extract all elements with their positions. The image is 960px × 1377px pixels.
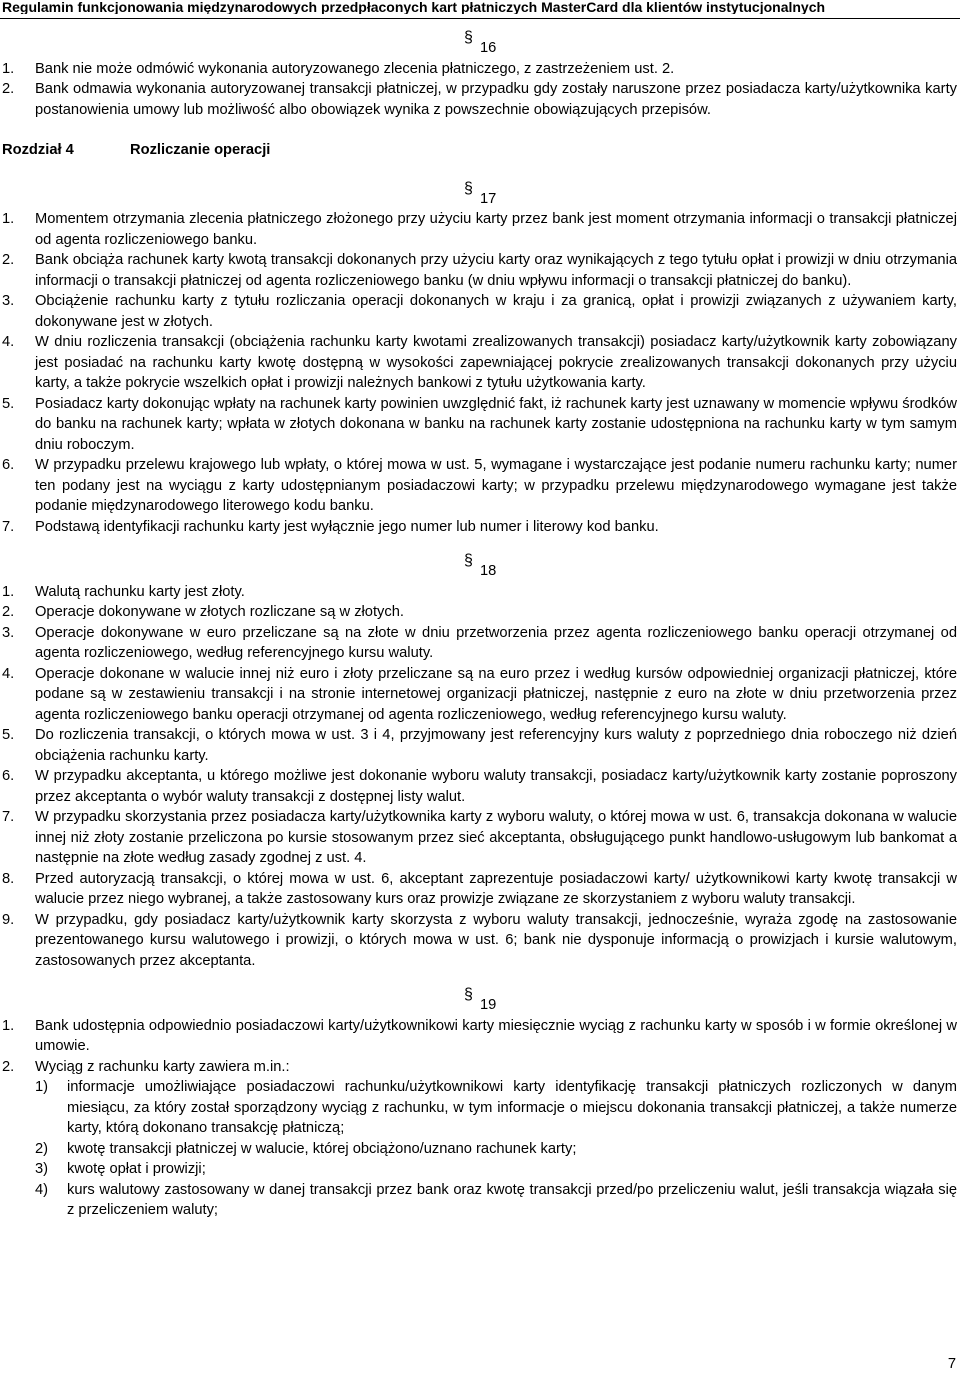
section-number: 18: [480, 563, 497, 579]
document-header: Regulamin funkcjonowania międzynarodowych przedpłaconych kart płatniczych MasterCard dla klientów instytucjonalnych: [2, 0, 826, 14]
section-symbol: §: [464, 986, 473, 1003]
section-number: 16: [480, 40, 497, 56]
section-symbol: §: [464, 179, 473, 197]
list-item: 3. Obciążenie rachunku karty z tytułu rozliczania operacji dokonanych w kraju i za granicą, opłat i prowizji związanych z używaniem karty, dokonywane jest w złotych.: [2, 293, 957, 330]
list-item: 5. Posiadacz karty dokonując wpłaty na rachunek karty powinien uwzględnić fakt, iż rachunek karty jest uznawany w momencie wpływu środków do banku na rachunek karty; wpłata w złotych dokonana w banku na rachunek karty zostanie udostępniona na rachunku karty w tym samym dniu roboczym.: [2, 395, 957, 453]
list-item: 7. Podstawą identyfikacji rachunku karty jest wyłącznie jego numer lub numer i literowy kod banku.: [2, 518, 659, 535]
section-heading-16: [2, 29, 957, 59]
list-item: 2. Bank odmawia wykonania autoryzowanej transakcji płatniczej, w przypadku gdy zostały naruszone przez posiadacza karty/użytkownika karty postanowienia umowy lub możliwość albo obowiązek wynika z powszechnie obowiązujących przepisów.: [2, 81, 957, 118]
list-item: 5. Do rozliczenia transakcji, o których mowa w ust. 3 i 4, przyjmowany jest referencyjny kurs waluty z poprzedniego dnia roboczego niż dzień obciążenia rachunku karty.: [2, 727, 957, 764]
list-item: 1. Momentem otrzymania zlecenia płatniczego złożonego przy użyciu karty przez bank jest moment otrzymania informacji o transakcji płatniczej od agenta rozliczeniowego banku.: [2, 211, 957, 248]
list-item: 7. W przypadku skorzystania przez posiadacza karty/użytkownika karty z wyboru waluty, o której mowa w ust. 6, transakcja dokonana w walucie innej niż złoty zostanie przeliczona po kursie stosowanym przez sieć akceptanta, obsługującego punkt handlowo-usługowym lub bankomat a następnie na złote według zasady zgodnej z ust. 4.: [2, 809, 957, 866]
list-item: 6. W przypadku akceptanta, u którego możliwe jest dokonanie wyboru waluty transakcji, posiadacz karty/użytkownik karty zostanie poproszony przez akceptanta o wybór waluty transakcji z dostępnej listy walut.: [2, 768, 957, 805]
section-symbol: §: [464, 29, 473, 46]
list-item: 8. Przed autoryzacją transakcji, o której mowa w ust. 6, akceptant zaprezentuje posiadaczowi karty/ użytkownikowi karty kwotę transakcji w walucie przez niego wybranej, a także zastosowany kurs oraz prowizje związane ze skorzystaniem z wyboru waluty transakcji.: [2, 870, 957, 907]
chapter-label: Rozdział 4: [2, 142, 74, 158]
chapter-title: Rozliczanie operacji: [130, 142, 271, 158]
list-item: 6. W przypadku przelewu krajowego lub wpłaty, o której mowa w ust. 5, wymagane i wystarczające jest podanie numeru rachunku karty; numer ten podany jest na wyciągu z karty udostępnianym posiadaczowi karty; w przypadku przelewu międzynarodowego wymagane jest także podanie międzynarodowego literowego kodu banku.: [2, 457, 957, 514]
list-item: 1. Walutą rachunku karty jest złoty.: [2, 583, 245, 600]
header-divider: [0, 18, 960, 19]
list-item: 2. Bank obciąża rachunek karty kwotą transakcji dokonanych przy użyciu karty oraz wynikających z tego tytułu opłat i prowizji w dniu otrzymania informacji o transakcji płatniczej od agenta rozliczeniowego banku (w dniu wpływu informacji o transakcji płatniczej do banku).: [2, 252, 957, 289]
section-heading-18: [2, 552, 957, 582]
chapter-heading: [2, 140, 957, 161]
list-item: 9. W przypadku, gdy posiadacz karty/użytkownik karty skorzysta z wyboru waluty transakcji, jednocześnie, wyraża zgodę na zastosowanie prezentowanego kursu walutowego i prowizji, o których mowa w ust. 6; bank nie dysponuje informacją o prowizjach i kursie walutowym, zastosowanych przez akceptanta.: [2, 911, 957, 969]
page-number: 7: [947, 1356, 956, 1372]
section-heading-17: [2, 179, 957, 210]
list-item: 4. W dniu rozliczenia transakcji (obciążenia rachunku karty kwotami zrealizowanych transakcji) posiadacz karty/użytkownik karty zobowiązany jest posiadać na rachunku karty kwotę dostępną w wysokości zapewniającej pokrycie zrealizowanych transakcji dokonanych przy użyciu karty, a także pokrycie wszelkich opłat i prowizji należnych bankowi z tytułu użytkowania karty.: [2, 334, 957, 391]
sub-list-item: 3) kwotę opłat i prowizji;: [35, 1161, 206, 1177]
section-number: 19: [480, 997, 497, 1013]
list-item: 2. Operacje dokonywane w złotych rozliczane są w złotych.: [2, 604, 404, 620]
list-item: 3. Operacje dokonywane w euro przeliczane są na złote w dniu przetworzenia przez agenta rozliczeniowego banku operacji otrzymanej od agenta rozliczeniowego, według referencyjnego kursu waluty.: [2, 624, 957, 661]
sub-list-item: 2) kwotę transakcji płatniczej w walucie, której obciążono/uznano rachunek karty;: [35, 1140, 577, 1157]
sub-list-item: 1) informacje umożliwiające posiadaczowi rachunku/użytkownikowi karty identyfikację transakcji płatniczych rozliczonych w danym miesiącu, za który został sporządzony wyciąg z rachunku, w tym informacje o miejscu dokonania transakcji płatniczej, a także numerze karty, którą dokonano transakcję płatniczą;: [35, 1079, 957, 1136]
list-item: 1. Bank udostępnia odpowiednio posiadaczowi karty/użytkownikowi karty miesięcznie wyciąg z rachunku karty w sposób i w formie określonej w umowie.: [2, 1017, 957, 1054]
section-heading-19: [2, 986, 957, 1016]
section-symbol: §: [464, 552, 473, 569]
document-body: [2, 29, 957, 1221]
section-number: 17: [480, 190, 497, 207]
list-item: 4. Operacje dokonane w walucie innej niż euro i złoty przeliczane są na euro przez i według kursów odpowiedniej organizacji płatniczej, które podane są w zestawieniu transakcji i na stronie internetowej organizacji płatniczej, następnie z euro na złote w dniu przetworzenia przez agenta rozliczeniowego banku operacji otrzymanej od agenta rozliczeniowego, według referencyjnego kursu waluty.: [2, 665, 957, 723]
sub-list-item: 4) kurs walutowy zastosowany w danej transakcji przez bank oraz kwotę transakcji przed/po przeliczeniu walut, jeśli transakcja wiązała się z przeliczeniem waluty;: [35, 1181, 957, 1218]
list-item: 2. Wyciąg z rachunku karty zawiera m.in.:: [2, 1058, 290, 1075]
list-item: 1. Bank nie może odmówić wykonania autoryzowanego zlecenia płatniczego, z zastrzeżeniem ust. 2.: [2, 60, 675, 77]
